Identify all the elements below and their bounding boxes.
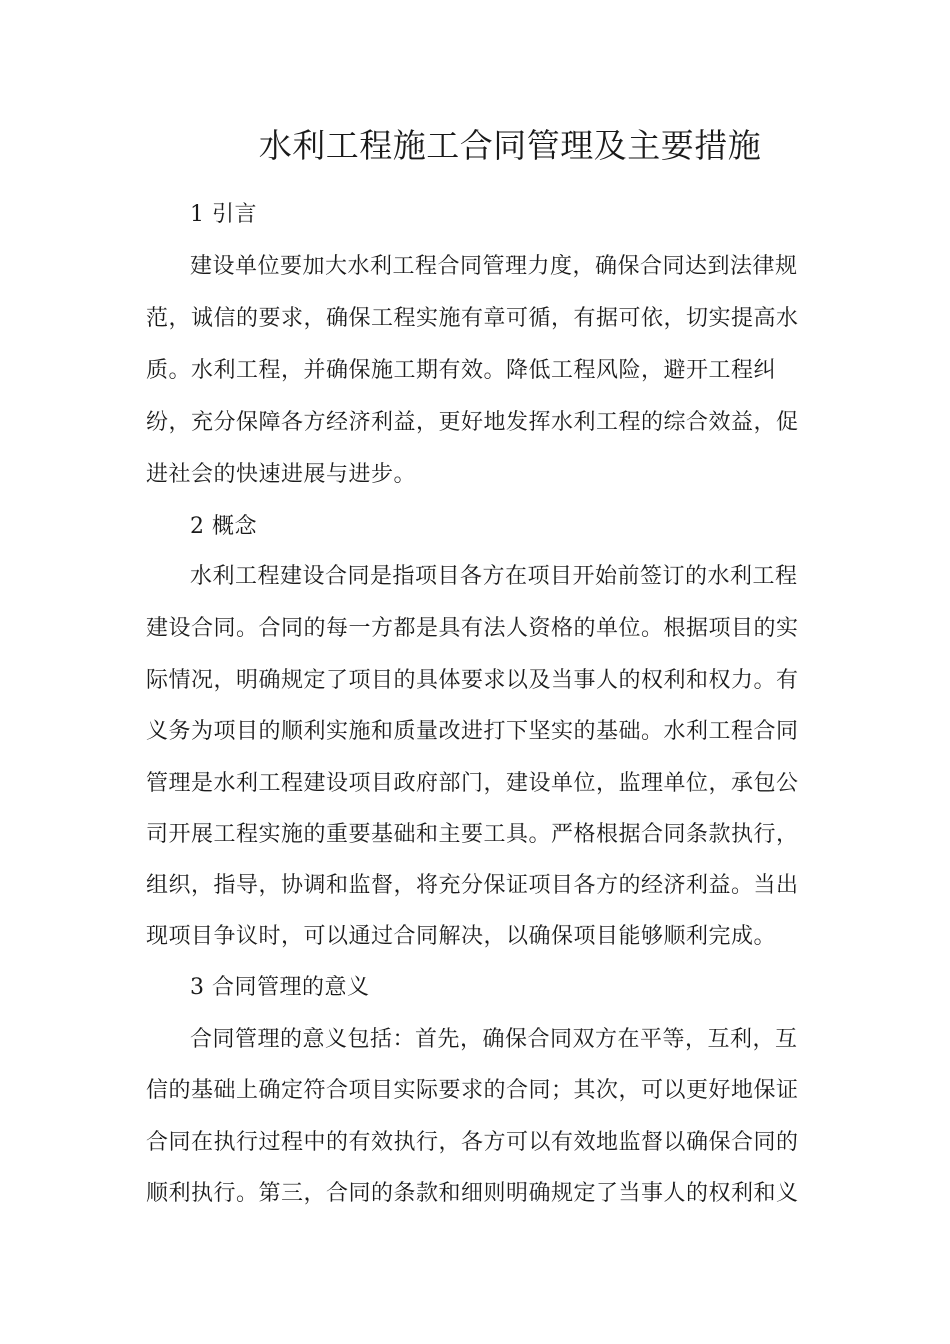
paragraph-line: 进社会的快速进展与进步。 bbox=[146, 462, 417, 487]
section-heading-introduction: 1 引言 bbox=[190, 202, 257, 227]
paragraph-line: 纷，充分保障各方经济利益，更好地发挥水利工程的综合效益，促 bbox=[146, 410, 799, 435]
paragraph-line: 范，诚信的要求，确保工程实施有章可循，有据可依，切实提高水 bbox=[146, 306, 799, 331]
paragraph-line: 合同管理的意义包括：首先，确保合同双方在平等，互利，互 bbox=[190, 1027, 798, 1052]
paragraph-line: 司开展工程实施的重要基础和主要工具。严格根据合同条款执行， bbox=[146, 822, 799, 847]
section-heading-contract-management-significance: 3 合同管理的意义 bbox=[190, 975, 370, 1000]
paragraph-line: 水利工程建设合同是指项目各方在项目开始前签订的水利工程 bbox=[190, 564, 798, 589]
paragraph-line: 管理是水利工程建设项目政府部门，建设单位，监理单位，承包公 bbox=[146, 771, 799, 796]
paragraph-line: 质。水利工程，并确保施工期有效。降低工程风险，避开工程纠 bbox=[146, 358, 777, 383]
paragraph-line: 建设单位要加大水利工程合同管理力度，确保合同达到法律规 bbox=[190, 254, 798, 279]
paragraph-line: 顺利执行。第三，合同的条款和细则明确规定了当事人的权利和义 bbox=[146, 1181, 799, 1206]
paragraph-line: 现项目争议时，可以通过合同解决，以确保项目能够顺利完成。 bbox=[146, 924, 777, 949]
paragraph-line: 建设合同。合同的每一方都是具有法人资格的单位。根据项目的实 bbox=[146, 616, 799, 641]
paragraph-line: 合同在执行过程中的有效执行，各方可以有效地监督以确保合同的 bbox=[146, 1130, 799, 1155]
document-title: 水利工程施工合同管理及主要措施 bbox=[258, 126, 762, 165]
paragraph-line: 信的基础上确定符合项目实际要求的合同；其次，可以更好地保证 bbox=[146, 1078, 799, 1103]
paragraph-line: 义务为项目的顺利实施和质量改进打下坚实的基础。水利工程合同 bbox=[146, 719, 799, 744]
paragraph-line: 组织，指导，协调和监督，将充分保证项目各方的经济利益。当出 bbox=[146, 873, 799, 898]
section-heading-concept: 2 概念 bbox=[190, 514, 257, 539]
paragraph-line: 际情况，明确规定了项目的具体要求以及当事人的权利和权力。有 bbox=[146, 668, 799, 693]
